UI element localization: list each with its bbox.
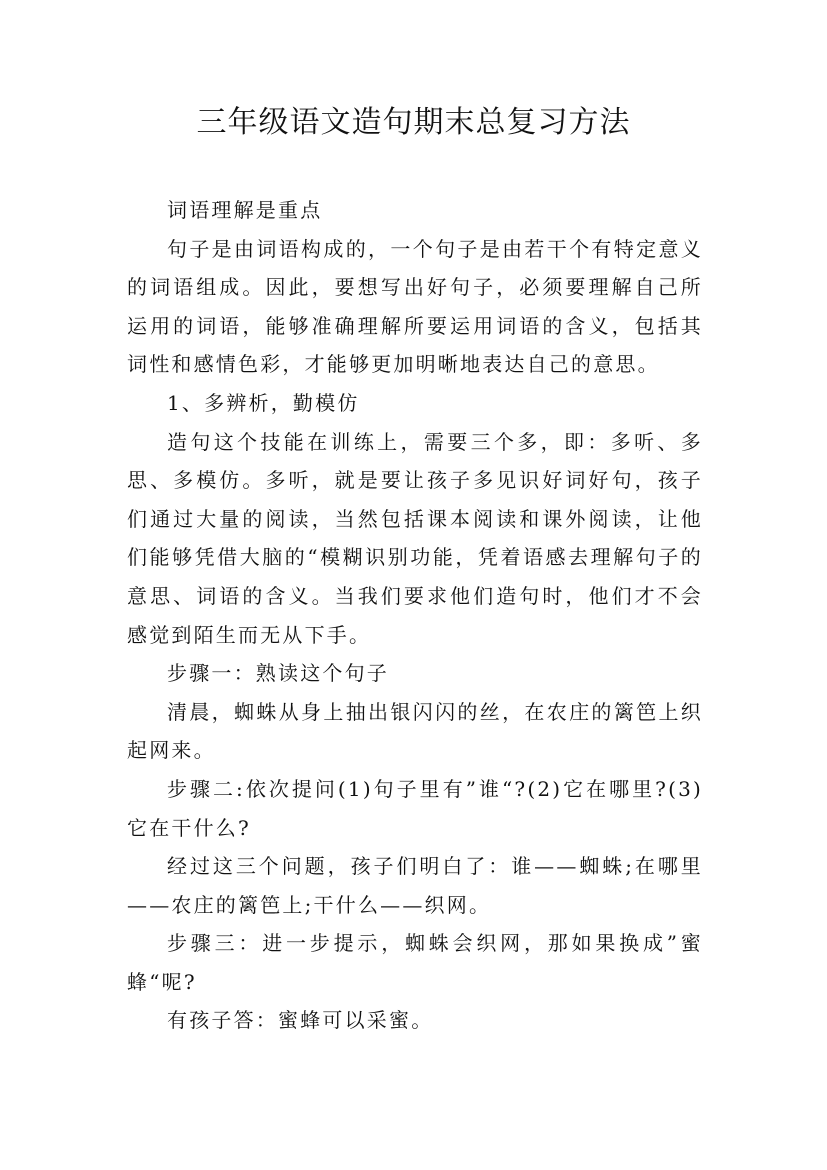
paragraph: 经过这三个问题，孩子们明白了：谁——蜘蛛;在哪里——农庄的篱笆上;干什么——织网。 (127, 854, 703, 917)
section-heading: 1、多辨析，勤模仿 (167, 390, 360, 415)
document-title: 三年级语文造句期末总复习方法 (196, 105, 631, 140)
paragraph: 有孩子答：蜜蜂可以采蜜。 (167, 1008, 434, 1033)
example-sentence: 清晨，蜘蛛从身上抽出银闪闪的丝，在农庄的篱笆上织起网来。 (127, 699, 703, 763)
step-heading: 步骤一：熟读这个句子 (167, 661, 389, 686)
step-heading: 步骤三：进一步提示，蜘蛛会织网，那如果换成”蜜蜂“呢? (127, 931, 703, 994)
paragraph: 句子是由词语构成的，一个句子是由若干个有特定意义的词语组成。因此，要想写出好句子，必须要理解自己所运用的词语，能够准确理解所要运用词语的含义，包括其词性和感情色彩，才能够更加明晰地表达自己的意思。 (127, 236, 703, 377)
step-heading: 步骤二:依次提问(1)句子里有”谁“?(2)它在哪里?(3)它在干什么? (127, 776, 703, 840)
document-body (127, 191, 703, 1040)
section-heading: 词语理解是重点 (167, 198, 323, 222)
paragraph: 造句这个技能在训练上，需要三个多，即：多听、多思、多模仿。多听，就是要让孩子多见识好词好句，孩子们通过大量的阅读，当然包括课本阅读和课外阅读，让他们能够凭借大脑的“模糊识别功能，凭着语感去理解句子的意思、词语的含义。当我们要求他们造句时，他们才不会感觉到陌生而无从下手。 (127, 429, 703, 647)
